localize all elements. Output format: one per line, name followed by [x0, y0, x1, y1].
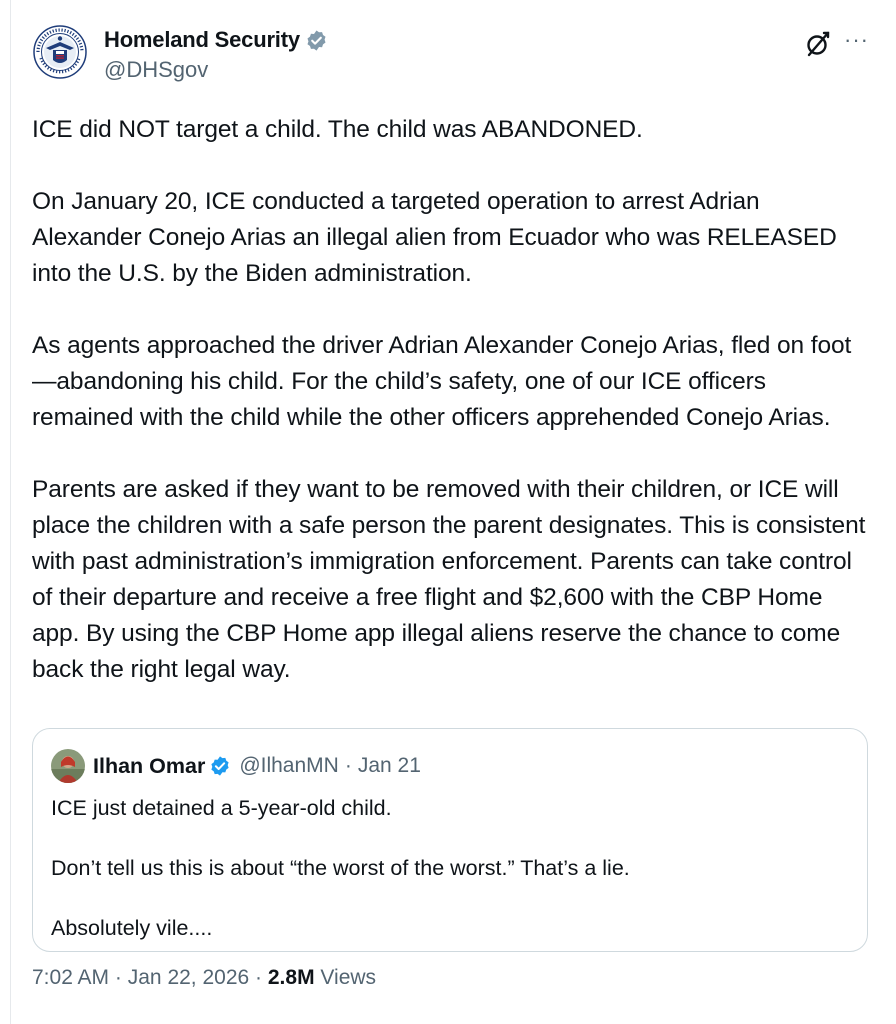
avatar[interactable]: [32, 24, 88, 80]
quoted-paragraph: Absolutely vile....: [51, 916, 213, 940]
profile-photo-icon: [51, 749, 85, 783]
tweet-paragraph: Parents are asked if they want to be removed with their children, or ICE will place the children with a safe person the parent designates. This is consistent with past administration’s immigration enforcement. Parents can take control of their departure and receive a free flight and $2,600 with the CBP Home app. By using the CBP Home app illegal aliens reserve the chance to come back the right legal way.: [32, 476, 866, 683]
quoted-paragraph: ICE just detained a 5-year-old child.: [51, 796, 392, 820]
quoted-tweet-header: [51, 749, 421, 783]
quoted-date[interactable]: Jan 21: [357, 754, 421, 777]
tweet-metadata: [32, 966, 376, 990]
quoted-handle[interactable]: @IlhanMN: [239, 754, 339, 777]
quoted-tweet-text: [51, 793, 841, 943]
grok-icon[interactable]: [804, 30, 832, 58]
author-handle[interactable]: @DHSgov: [104, 57, 209, 82]
author-block: [104, 26, 328, 83]
tweet-paragraph: As agents approached the driver Adrian Alexander Conejo Arias, fled on foot—abandoning his child. For the child’s safety, one of our ICE officers remained with the child while the other officers apprehended Conejo Arias.: [32, 332, 852, 431]
separator-dot: ·: [114, 966, 122, 989]
tweet[interactable]: [32, 16, 870, 940]
views-count: 2.8M: [267, 966, 315, 989]
views-label: Views: [320, 966, 377, 989]
author-name-row: [104, 26, 328, 54]
tweet-header: [32, 16, 870, 88]
tweet-date[interactable]: Jan 22, 2026: [127, 966, 250, 989]
tweet-text: [32, 112, 870, 688]
separator-dot: ·: [255, 966, 263, 989]
tweet-time[interactable]: 7:02 AM: [32, 966, 110, 989]
verified-badge-icon[interactable]: [305, 29, 328, 52]
timeline-border: [10, 0, 11, 1024]
tweet-paragraph: On January 20, ICE conducted a targeted operation to arrest Adrian Alexander Conejo Arias an illegal alien from Ecuador who was RELEASED into the U.S. by the Biden administration.: [32, 188, 837, 287]
verified-badge-icon[interactable]: [209, 755, 231, 777]
more-icon[interactable]: ···: [844, 27, 869, 52]
author-display-name[interactable]: Homeland Security: [104, 27, 300, 52]
quoted-tweet[interactable]: [32, 728, 868, 952]
dhs-seal-icon: [32, 24, 88, 80]
quoted-paragraph: Don’t tell us this is about “the worst of the worst.” That’s a lie.: [51, 856, 630, 880]
quoted-display-name[interactable]: Ilhan Omar: [93, 753, 206, 778]
separator-dot: ·: [344, 754, 352, 777]
quoted-avatar[interactable]: [51, 749, 85, 783]
tweet-paragraph: ICE did NOT target a child. The child was ABANDONED.: [32, 116, 643, 143]
